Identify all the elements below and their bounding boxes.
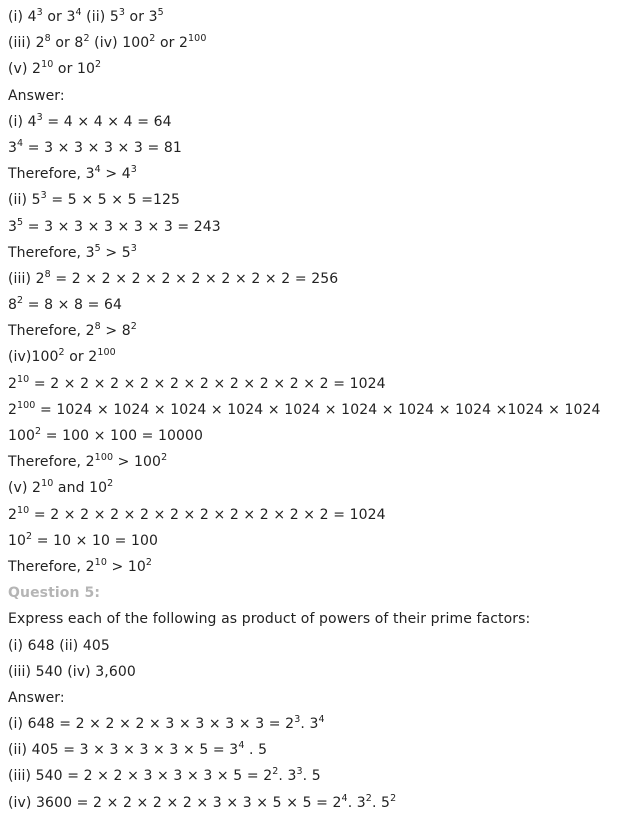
text-line [8,344,619,370]
text-line [8,711,619,737]
text-run: . 3 [278,768,297,785]
text-run: (iii) 540 = 2 × 2 × 3 × 3 × 3 × 5 = 2 [8,768,273,785]
superscript: 8 [94,321,101,333]
text-run: or 3 [125,9,158,25]
superscript: 2 [161,452,168,464]
text-run: Therefore, 3 [8,244,95,261]
text-run: 8 [8,297,18,314]
superscript: 2 [58,347,65,359]
superscript: 2 [390,792,397,804]
text-run: = 5 × 5 × 5 =125 [46,192,181,209]
superscript: 10 [17,504,30,516]
text-line [8,56,619,82]
text-run: or 2 [155,35,189,52]
text-line [8,737,619,763]
text-line [8,135,619,161]
text-run: . 3 [347,794,366,811]
text-run: 10 [8,532,27,549]
superscript: 3 [36,111,43,123]
superscript: 10 [41,59,54,71]
text-line [8,423,619,449]
text-run: . 5 [371,794,391,811]
text-run: = 8 × 8 = 64 [23,297,122,314]
superscript: 2 [107,478,114,490]
text-line [8,554,619,580]
superscript: 2 [130,321,137,333]
superscript: 4 [238,740,245,752]
superscript: 3 [40,190,47,202]
text-line [8,659,619,685]
text-run: Therefore, 2 [8,323,95,340]
text-run: . 5 [302,768,321,785]
text-run: (iii) 2 [8,270,45,287]
superscript: 3 [118,7,125,18]
text-line [8,606,619,632]
text-line [8,502,619,528]
superscript: 2 [17,295,24,307]
text-run: = 2 × 2 × 2 × 2 × 2 × 2 × 2 × 2 × 2 × 2 = 1024 [29,506,386,523]
text-line [8,214,619,240]
text-run: Answer: [8,87,65,104]
superscript: 2 [272,766,279,778]
text-run: = 4 × 4 × 4 = 64 [42,113,172,130]
text-run: = 100 × 100 = 10000 [41,428,204,444]
text-run: Question 5: [8,585,101,602]
text-run: 3 [8,139,18,156]
text-run: Answer: [8,689,65,706]
text-line [8,475,619,501]
text-run: (i) 648 (ii) 405 [8,637,110,654]
text-run: (i) 4 [8,113,37,130]
text-run: Therefore, 2 [8,558,95,575]
text-line [8,83,619,109]
superscript: 4 [341,792,348,804]
text-line [8,633,619,659]
text-run: = 2 × 2 × 2 × 2 × 2 × 2 × 2 × 2 × 2 × 2 = 1024 [29,375,386,392]
question-heading [8,580,619,606]
text-run: . 5 [244,742,268,759]
text-line [8,397,619,423]
superscript: 2 [145,556,153,568]
superscript: 2 [83,33,90,45]
superscript: 3 [296,766,303,778]
text-run: = 10 × 10 = 100 [32,532,159,549]
text-run: (iii) 540 (iv) 3,600 [8,663,136,680]
text-run: 3 [8,218,18,235]
superscript: 5 [94,242,101,254]
text-run: (v) 2 [8,61,42,78]
text-run: 2 [8,401,18,418]
text-run: (iv)100 [8,349,59,366]
superscript: 4 [94,164,101,176]
superscript: 100 [188,33,207,45]
text-run: or 10 [53,61,96,78]
text-run: > 8 [100,323,131,340]
superscript: 2 [95,59,102,71]
superscript: 4 [17,137,24,149]
text-run: 100 [8,428,36,444]
text-line [8,266,619,292]
text-run: = 3 × 3 × 3 × 3 × 3 = 243 [23,218,221,235]
superscript: 2 [35,426,42,437]
text-run: > 10 [106,558,146,575]
text-line [8,161,619,187]
text-line [8,685,619,711]
text-run: and 10 [53,480,108,497]
text-run: 2 [8,506,18,523]
superscript: 4 [318,714,325,726]
superscript: 3 [130,164,137,176]
superscript: 3 [130,242,137,254]
text-line [8,4,619,30]
superscript: 8 [44,268,51,280]
text-run: or 8 [50,35,84,52]
text-run: (iii) 2 [8,35,45,52]
text-line [8,240,619,266]
text-line [8,528,619,554]
text-run: (iv) 100 [89,35,150,52]
text-run: (ii) 5 [8,192,41,209]
text-line [8,109,619,135]
text-line [8,790,619,816]
text-line [8,449,619,475]
text-run: (i) 648 = 2 × 2 × 2 × 3 × 3 × 3 × 3 = 2 [8,716,295,733]
superscript: 8 [44,33,51,45]
text-run: = 1024 × 1024 × 1024 × 1024 × 1024 × 1024 × 1024 × 1024 ×1024 × 1024 [35,401,601,418]
text-run: Therefore, 2 [8,454,95,471]
text-run: > 100 [113,454,162,471]
text-run: 2 [8,375,18,392]
text-run: . 3 [300,716,319,733]
superscript: 100 [97,347,116,359]
superscript: 10 [41,478,54,490]
text-run: or 2 [64,349,98,366]
text-run: > 4 [100,166,131,183]
text-line [8,371,619,397]
superscript: 3 [36,7,43,18]
superscript: 4 [75,7,82,18]
superscript: 2 [149,33,156,45]
text-run: (ii) 405 = 3 × 3 × 3 × 3 × 5 = 3 [8,742,239,759]
superscript: 5 [17,216,24,228]
text-run: or 3 [42,9,76,25]
text-run: Therefore, 3 [8,166,95,183]
superscript: 3 [294,714,301,726]
superscript: 2 [365,792,372,804]
text-run: (ii) 5 [81,9,119,25]
text-run: Express each of the following as product of powers of their prime factors: [8,611,531,628]
text-line [8,292,619,318]
text-run: (i) 4 [8,9,37,25]
text-run: = 3 × 3 × 3 × 3 = 81 [23,139,182,156]
text-line [8,30,619,56]
text-line [8,763,619,789]
text-run: = 2 × 2 × 2 × 2 × 2 × 2 × 2 × 2 = 256 [50,270,339,287]
text-run: (v) 2 [8,480,42,497]
text-run: > 5 [100,244,131,261]
text-line [8,318,619,344]
superscript: 2 [26,530,33,542]
superscript: 10 [94,556,107,568]
superscript: 100 [17,399,36,411]
text-line [8,187,619,213]
superscript: 5 [157,7,164,18]
superscript: 10 [17,373,30,385]
text-run: (iv) 3600 = 2 × 2 × 2 × 2 × 3 × 3 × 5 × 5 = 2 [8,794,342,811]
superscript: 100 [94,452,114,464]
